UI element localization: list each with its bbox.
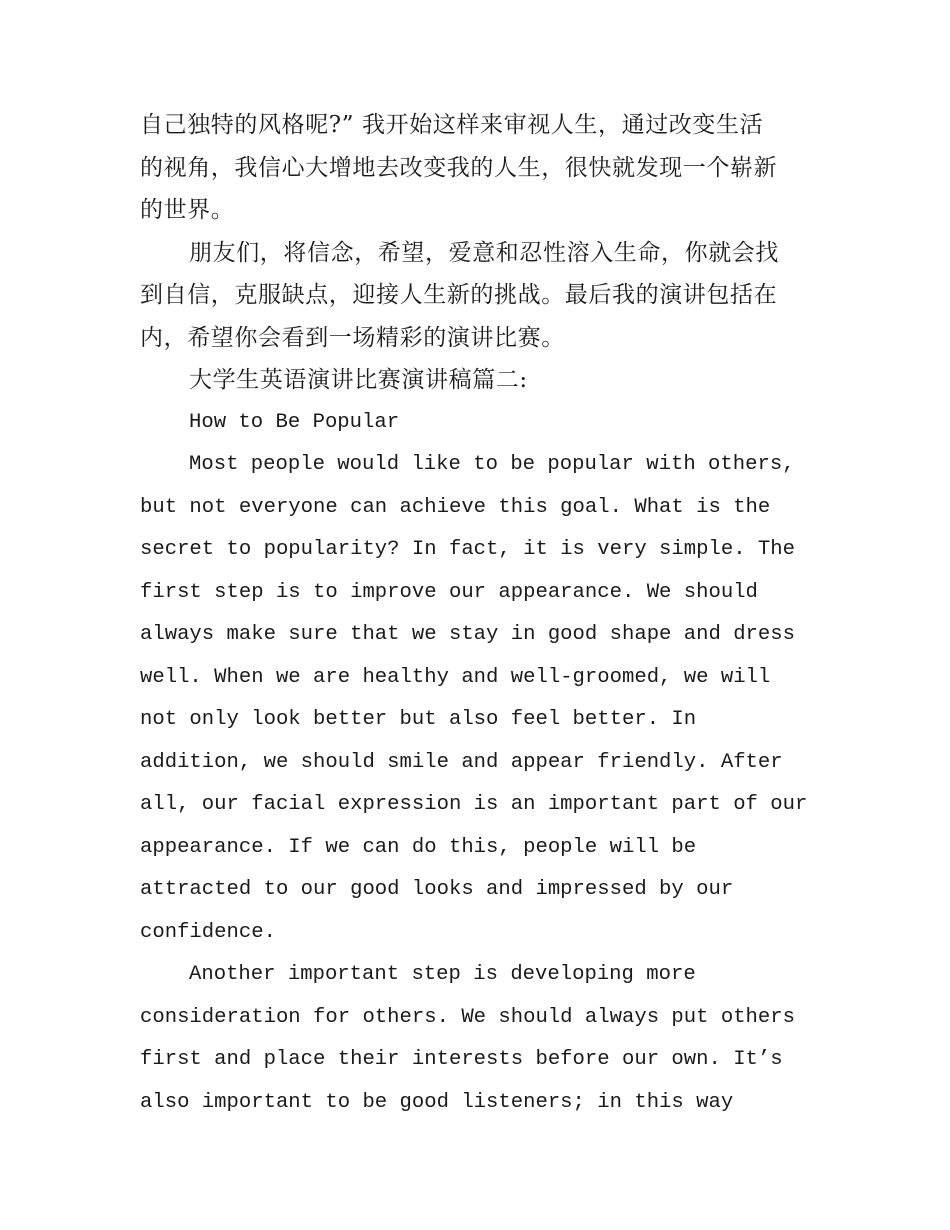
paragraph-start-line: Another important step is developing more — [189, 963, 696, 986]
text-line: 自己独特的风格呢?” 我开始这样来审视人生，通过改变生活 — [140, 112, 764, 138]
text-line: all, our facial expression is an important part of our — [140, 793, 808, 816]
text-line: addition, we should smile and appear friendly. After — [140, 750, 783, 774]
document-page — [140, 104, 812, 1124]
text-line: 的视角，我信心大增地去改变我的人生，很快就发现一个崭新 — [140, 154, 778, 181]
text-line: confidence. — [140, 920, 276, 944]
paragraph-start-line: 朋友们，将信念，希望，爱意和忍性溶入生命，你就会找 — [189, 239, 779, 266]
text-line: consideration for others. We should always put others — [140, 1005, 795, 1029]
paragraph-start-line: Most people would like to be popular with others, — [189, 453, 795, 476]
text-line: well. When we are healthy and well-groomed, we will — [140, 665, 771, 689]
text-line: 内，希望你会看到一场精彩的演讲比赛。 — [140, 324, 565, 351]
speech-title: How to Be Popular — [189, 410, 400, 434]
text-line: not only look better but also feel better. In — [140, 708, 697, 731]
text-line: but not everyone can achieve this goal. What is the — [140, 495, 771, 519]
text-line: secret to popularity? In fact, it is very simple. The — [140, 538, 795, 561]
text-line: first and place their interests before our own. It’s — [140, 1048, 783, 1071]
text-line: appearance. If we can do this, people will be — [140, 835, 697, 859]
text-line: attracted to our good looks and impressed by our — [140, 878, 734, 901]
section-heading: 大学生英语演讲比赛演讲稿篇二: — [189, 367, 528, 393]
text-line: also important to be good listeners; in this way — [140, 1090, 734, 1114]
text-line: always make sure that we stay in good shape and dress — [140, 623, 795, 646]
text-line: first step is to improve our appearance. We should — [140, 580, 758, 604]
text-line: 的世界。 — [140, 197, 235, 223]
text-line: 到自信，克服缺点，迎接人生新的挑战。最后我的演讲包括在 — [140, 282, 778, 308]
